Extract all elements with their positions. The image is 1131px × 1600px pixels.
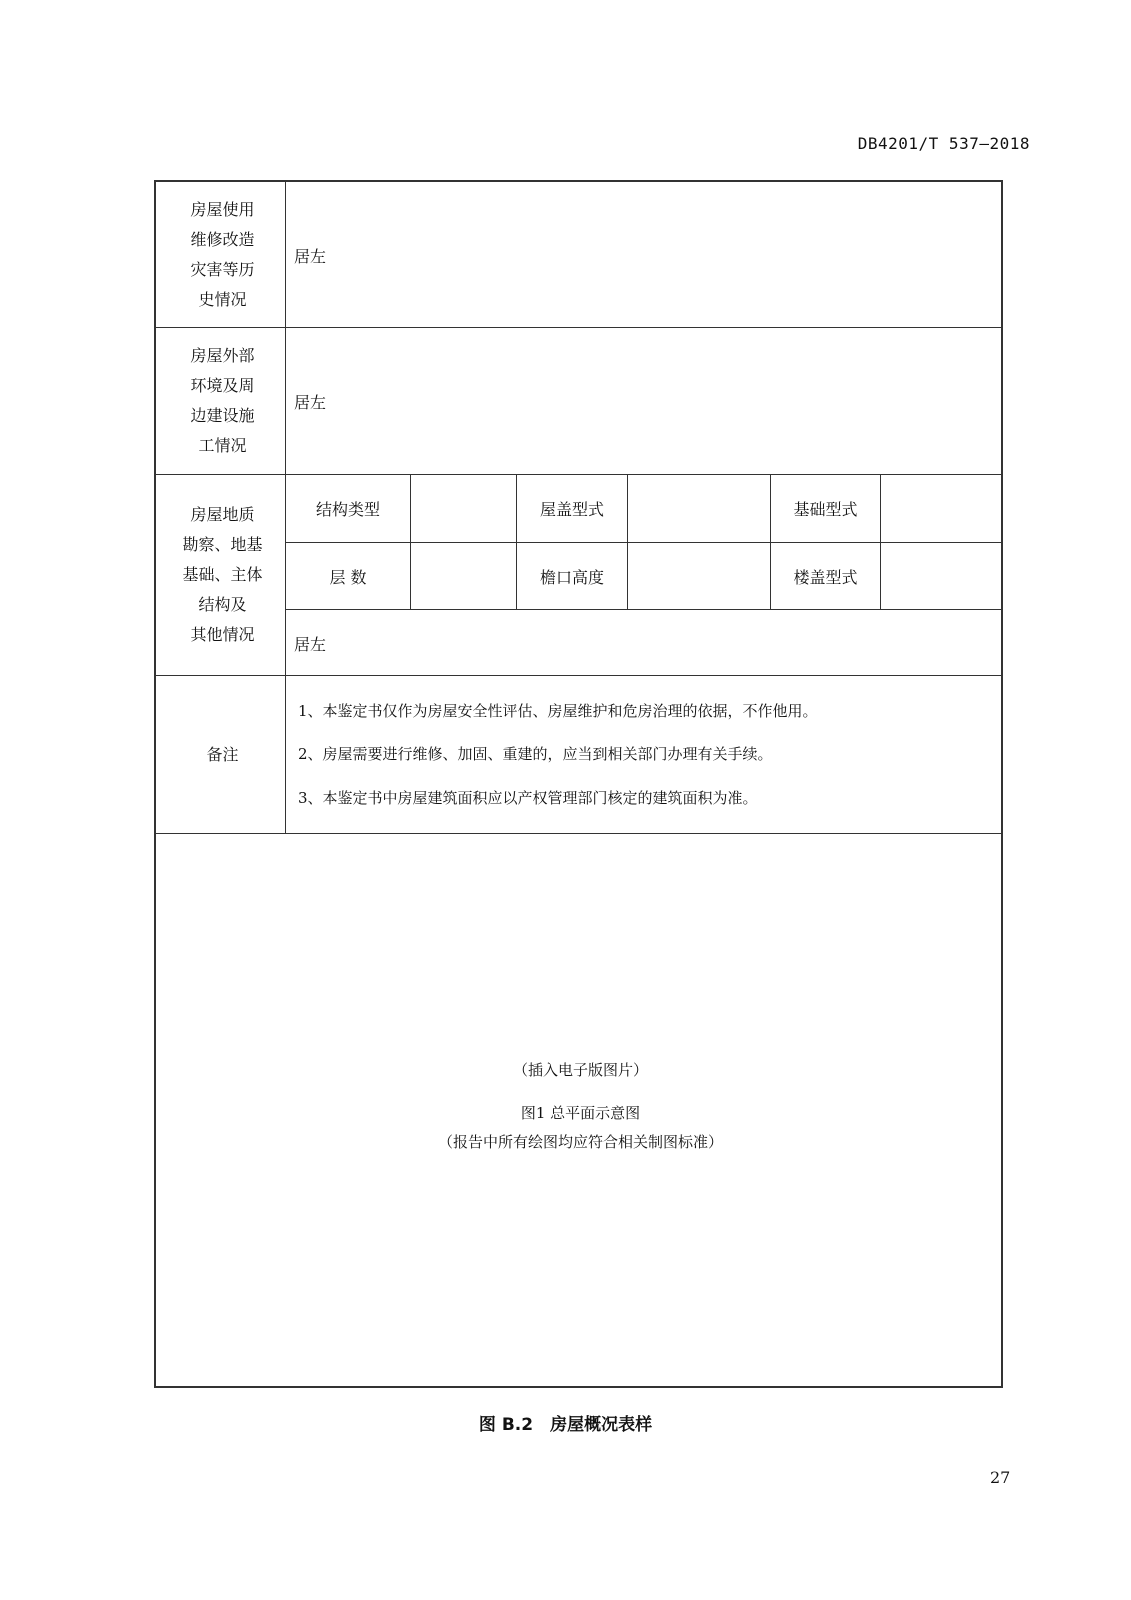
roof-type-label: 屋盖型式 [539, 500, 604, 519]
environment-label [156, 328, 289, 474]
label-line: 边建设施 [190, 406, 255, 425]
label-line: 房屋地质 [190, 505, 255, 524]
label-line: 勘察、地基 [182, 535, 263, 554]
geology-label [156, 475, 289, 675]
grid-column-divider [627, 474, 628, 609]
label-line: 基础、主体 [182, 565, 263, 584]
label-line: 环境及周 [190, 376, 255, 395]
history-label [156, 182, 289, 327]
row-divider [156, 833, 1003, 834]
grid-column-divider [880, 474, 881, 609]
figure-note: （报告中所有绘图均应符合相关制图标准） [437, 1133, 723, 1151]
grid-column-divider [410, 474, 411, 609]
structure-type-label: 结构类型 [315, 500, 380, 519]
label-line: 灾害等历 [190, 259, 255, 279]
label-line: 其他情况 [190, 625, 255, 644]
image-placeholder: （插入电子版图片） [512, 1061, 648, 1079]
remarks-label: 备注 [206, 744, 239, 764]
remark-note: 3、本鉴定书中房屋建筑面积应以产权管理部门核定的建筑面积为准。 [298, 789, 758, 807]
environment-content: 居左 [294, 393, 327, 412]
label-line: 工情况 [198, 436, 247, 455]
eave-height-label: 檐口高度 [539, 567, 604, 587]
figure-title: 图1 总平面示意图 [520, 1104, 641, 1122]
standard-code: DB4201/T 537—2018 [857, 134, 1030, 153]
house-overview-table [154, 180, 1003, 1388]
geology-content: 居左 [294, 635, 327, 654]
figure-caption: 图 B.2 房屋概况表样 [478, 1415, 653, 1435]
page-number: 27 [990, 1468, 1011, 1487]
grid-divider [285, 609, 1003, 610]
label-line: 房屋使用 [190, 199, 255, 219]
label-line: 维修改造 [190, 229, 255, 249]
remark-note: 2、房屋需要进行维修、加固、重建的，应当到相关部门办理有关手续。 [298, 745, 773, 763]
foundation-type-label: 基础型式 [793, 500, 858, 519]
label-line: 结构及 [198, 595, 247, 614]
history-content: 居左 [294, 247, 327, 266]
label-line: 房屋外部 [190, 346, 255, 365]
label-line: 史情况 [198, 289, 247, 309]
remark-note: 1、本鉴定书仅作为房屋安全性评估、房屋维护和危房治理的依据，不作他用。 [298, 702, 818, 720]
floors-label: 层 数 [329, 567, 367, 587]
floor-type-label: 楼盖型式 [793, 567, 858, 587]
